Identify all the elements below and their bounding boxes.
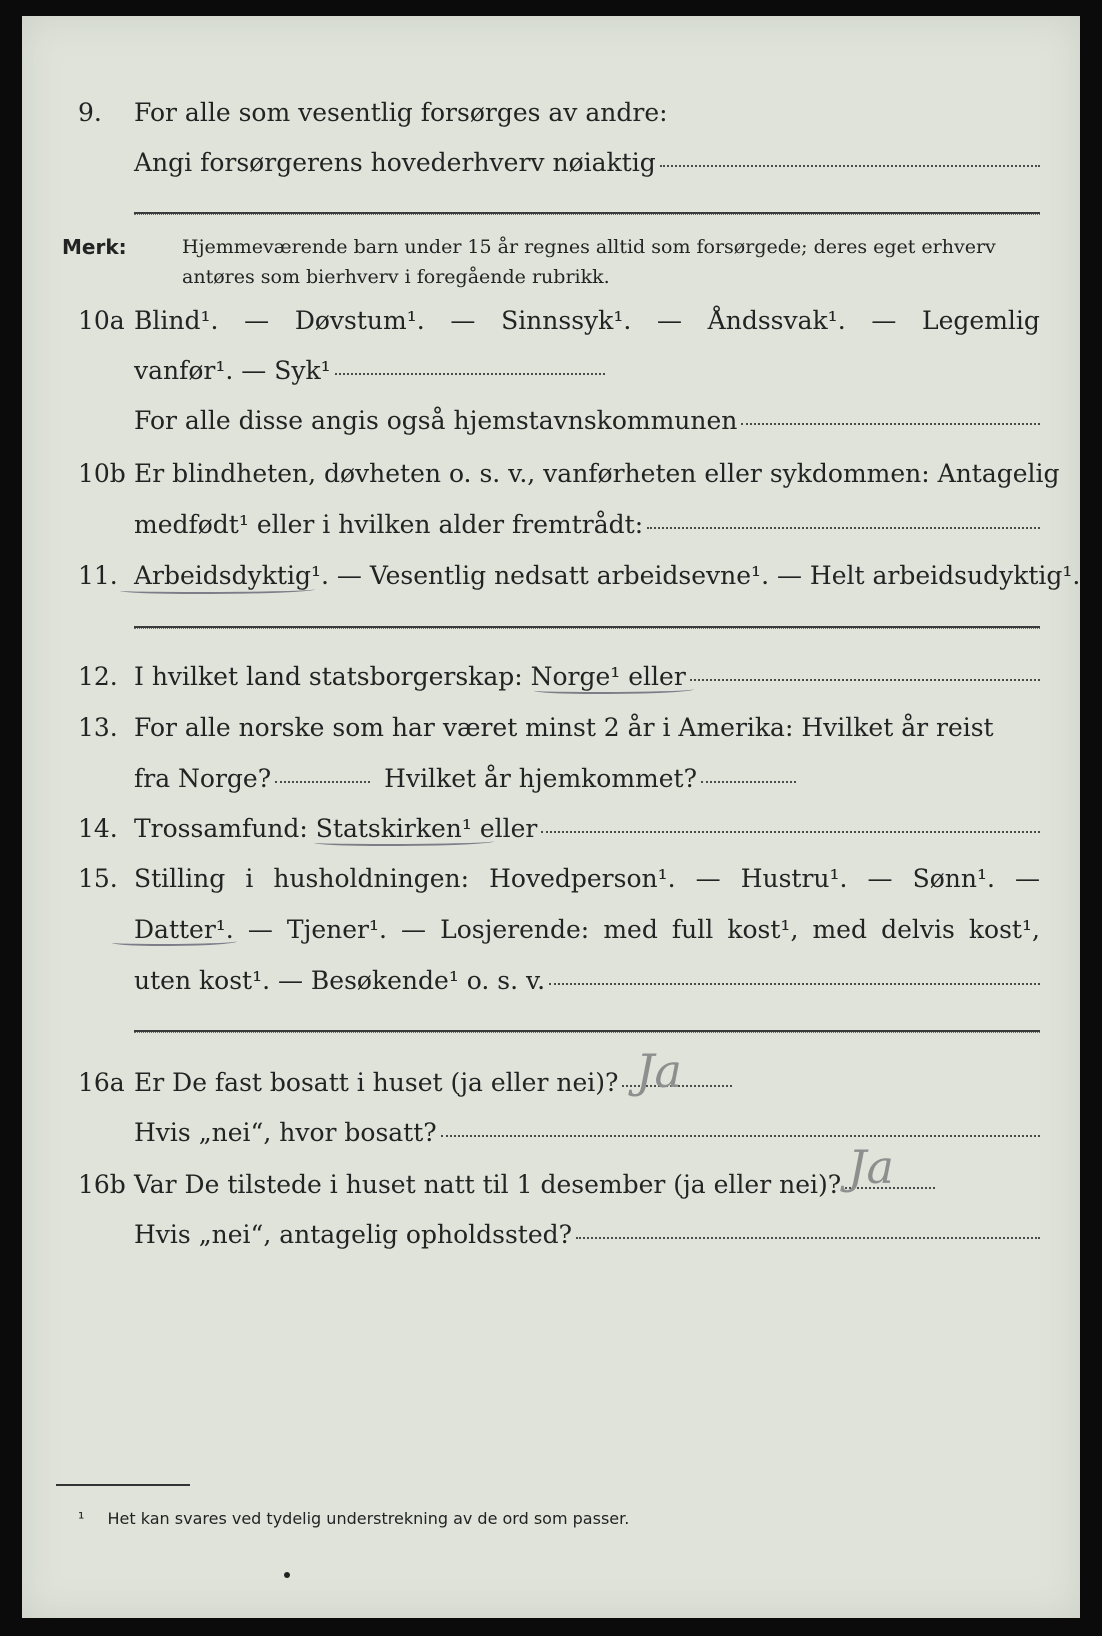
q16a-text: Er De fast bosatt i huset (ja eller nei)? xyxy=(134,1068,619,1097)
footnote-mark: ¹ xyxy=(78,1509,85,1528)
q15-dash: — xyxy=(1015,864,1040,893)
q15-word: delvis xyxy=(881,915,955,944)
q10a-dash: — xyxy=(450,306,476,335)
q15-word: med xyxy=(603,915,658,944)
footnote-divider xyxy=(56,1484,190,1486)
q15-word: Losjerende: xyxy=(440,915,590,944)
q10a-syk-field[interactable] xyxy=(335,373,605,375)
q13-returned-field[interactable] xyxy=(701,781,796,783)
q16a-where-field[interactable] xyxy=(441,1135,1040,1137)
q13-left-norway-label: fra Norge? xyxy=(134,764,272,793)
q13-returned-label: Hvilket år hjemkommet? xyxy=(384,764,698,793)
q9-provider-field[interactable] xyxy=(660,165,1040,167)
q10a-dash: — xyxy=(871,306,897,335)
q15-dash: — xyxy=(695,864,721,893)
q12-number: 12. xyxy=(78,662,118,691)
q15-number: 15. xyxy=(78,864,118,893)
q13-text: For alle norske som har været minst 2 år i Amerika: Hvilket år reist xyxy=(134,713,994,742)
q15-opt-delvis-kost[interactable]: kost¹, xyxy=(968,915,1040,944)
q16a-handwritten-answer: Ja xyxy=(636,1044,682,1098)
q11-number: 11. xyxy=(78,561,118,590)
q16b-handwritten-answer: Ja xyxy=(848,1140,894,1194)
q15-word: i xyxy=(245,864,254,893)
q11-answer-line[interactable] xyxy=(134,626,1040,629)
q13-left-norway-field[interactable] xyxy=(275,781,370,783)
q10b-onset-field[interactable] xyxy=(647,527,1040,529)
q15-answer-line[interactable] xyxy=(134,1030,1040,1033)
q14-pencil-underline xyxy=(314,838,494,846)
q16b-location-label: Hvis „nei“, antagelig opholdssted? xyxy=(134,1220,573,1249)
q10a-dash: — xyxy=(244,306,270,335)
q15-opt-sonn[interactable]: Sønn¹. xyxy=(912,864,995,893)
footnote-text: Het kan svares ved tydelig understrekning av de ord som passer. xyxy=(107,1509,630,1528)
q10b-number: 10b xyxy=(78,459,126,488)
q15-dash: — xyxy=(401,915,427,944)
q10a-municipality-field[interactable] xyxy=(741,423,1040,425)
q16b-number: 16b xyxy=(78,1170,126,1199)
q15-word: full xyxy=(671,915,714,944)
q16b-text: Var De tilstede i huset natt til 1 desember (ja eller nei)? xyxy=(134,1170,842,1199)
q16a-number: 16a xyxy=(78,1068,125,1097)
q12-pencil-underline xyxy=(534,686,694,694)
q15-dash: — xyxy=(247,915,273,944)
q15-opt-datter[interactable]: Datter¹. xyxy=(134,915,234,944)
merk-label: Merk: xyxy=(62,235,127,259)
q9-number: 9. xyxy=(78,98,102,127)
q13-number: 13. xyxy=(78,713,118,742)
q16b-location-field[interactable] xyxy=(576,1237,1040,1239)
q16a-where-label: Hvis „nei“, hvor bosatt? xyxy=(134,1118,437,1147)
q10a-municipality-label: For alle disse angis også hjemstavnskommunen xyxy=(134,406,738,435)
merk-line2: antøres som bierhverv i foregående rubrikk. xyxy=(182,266,610,288)
q10a-number: 10a xyxy=(78,306,125,335)
q10a-opt-andssvak[interactable]: Åndssvak¹. xyxy=(707,306,846,335)
q15-opt-hovedperson[interactable]: Hovedperson¹. xyxy=(489,864,676,893)
q10b-text: Er blindheten, døvheten o. s. v., vanførheten eller sykdommen: Antagelig xyxy=(134,459,1060,488)
q15-word: Stilling xyxy=(134,864,226,893)
q10a-opt-dovstum[interactable]: Døvstum¹. xyxy=(294,306,425,335)
q10a-opt-sinnssyk[interactable]: Sinnssyk¹. xyxy=(501,306,632,335)
q9-answer-line[interactable] xyxy=(134,212,1040,215)
ink-speck xyxy=(284,1572,290,1578)
q9-text: For alle som vesentlig forsørges av andre: xyxy=(134,98,668,127)
q10b-onset-label: medfødt¹ eller i hvilken alder fremtrådt: xyxy=(134,510,644,539)
q10a-opt-blind[interactable]: Blind¹. xyxy=(134,306,219,335)
q10a-opt-vanfor-syk[interactable]: vanfør¹. — Syk¹ xyxy=(134,356,331,385)
q15-word: med xyxy=(812,915,867,944)
q9-provider-label: Angi forsørgerens hovederhverv nøiaktig xyxy=(134,148,656,177)
q12-text[interactable]: I hvilket land statsborgerskap: Norge¹ eller xyxy=(134,662,686,691)
q11-pencil-underline xyxy=(120,586,315,594)
q15-opt-hustru[interactable]: Hustru¹. xyxy=(740,864,848,893)
footnote xyxy=(78,1509,629,1528)
q15-opt-tjener[interactable]: Tjener¹. xyxy=(286,915,387,944)
q15-opt-uten-kost[interactable]: uten kost¹. — Besøkende¹ o. s. v. xyxy=(134,966,546,995)
q14-text[interactable]: Trossamfund: Statskirken¹ eller xyxy=(134,814,538,843)
q11-options[interactable]: Arbeidsdyktig¹. — Vesentlig nedsatt arbeidsevne¹. — Helt arbeidsudyktig¹. xyxy=(134,561,1081,590)
q15-word: husholdningen: xyxy=(273,864,470,893)
merk-line1: Hjemmeværende barn under 15 år regnes alltid som forsørgede; deres eget erhverv xyxy=(182,236,996,258)
q15-dash: — xyxy=(867,864,893,893)
q14-number: 14. xyxy=(78,814,118,843)
q15-extra-field[interactable] xyxy=(549,983,1040,985)
q15-pencil-underline xyxy=(112,938,237,946)
q15-opt-full-kost[interactable]: kost¹, xyxy=(727,915,799,944)
q10a-opt-legemlig[interactable]: Legemlig xyxy=(922,306,1040,335)
q14-faith-field[interactable] xyxy=(541,831,1040,833)
q10a-dash: — xyxy=(656,306,682,335)
q12-country-field[interactable] xyxy=(690,679,1040,681)
census-form-page xyxy=(22,16,1080,1618)
